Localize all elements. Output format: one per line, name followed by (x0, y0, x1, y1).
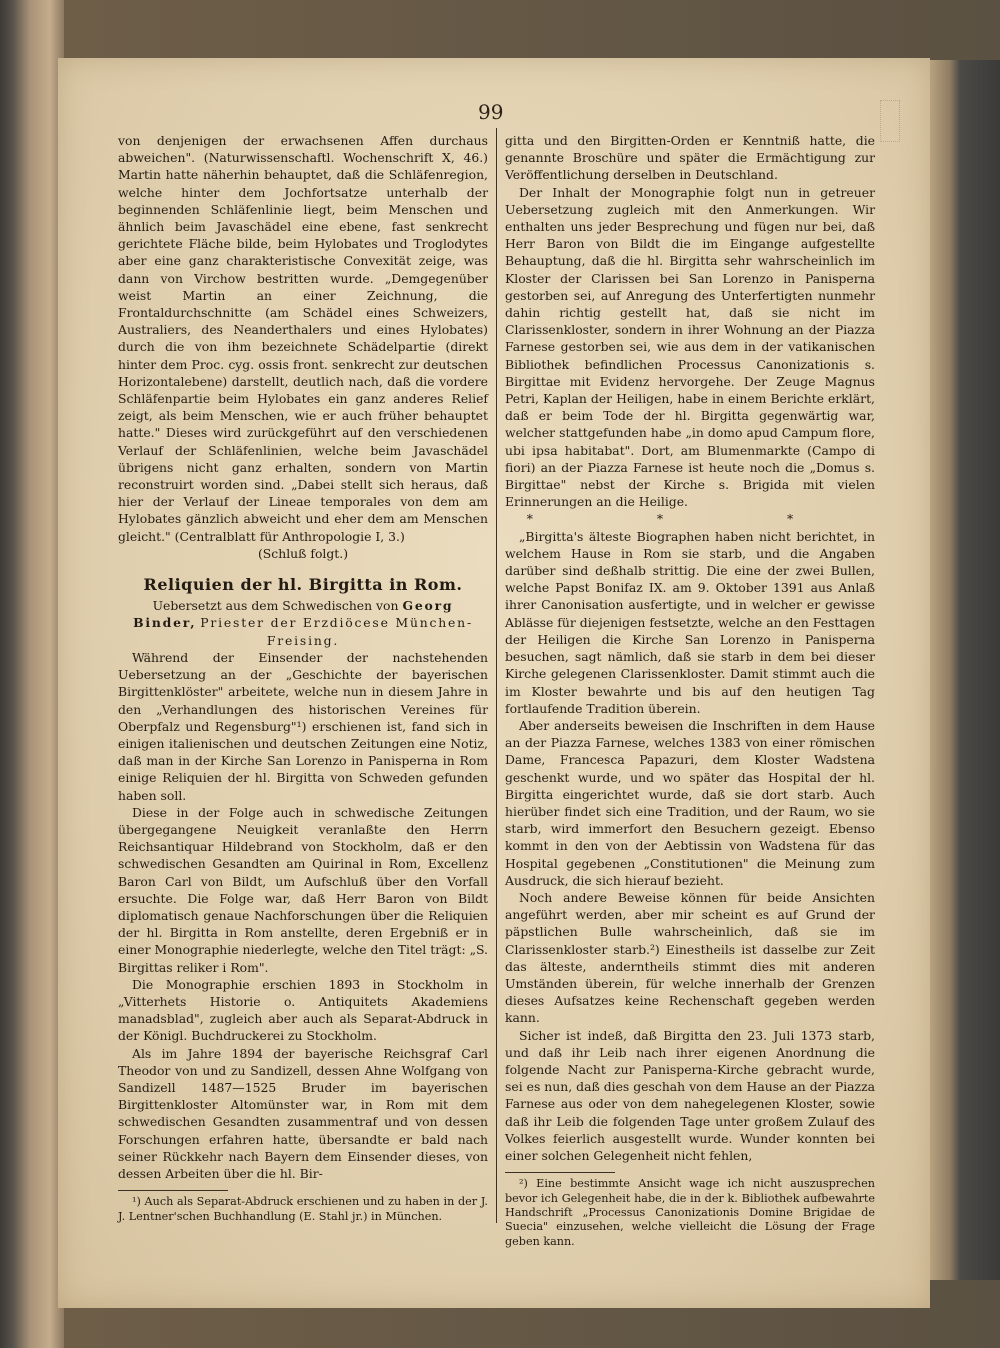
right-column (505, 132, 875, 1249)
article-heading: Reliquien der hl. Birgitta in Rom. (143, 575, 463, 595)
section-separator-stars: * * * (526, 511, 854, 527)
subtitle-translated-from: Uebersetzt aus dem Schwedischen von (152, 598, 399, 614)
library-stamp-mark (880, 100, 900, 142)
translator-title: Priester der Erzdiöcese München-Freising. (200, 615, 473, 648)
page-number: 99 (478, 100, 504, 124)
left-paragraph-1: von denjenigen der erwachsenen Affen durchaus abweichen". (Naturwissenschaftl. Wochenschrift X, 46.) Martin hatte näherhin behauptet, daß die Schläfenregion, welche hinter dem Jochfortsatze unterhalb der beginnenden Schläfenlinie liegt, beim Menschen und ähnlich beim Javaschädel eine ebene, fast senkrecht gerichtete Fläche bilde, beim Hylobates und Troglodytes aber eine ganz charakteristische Convexität zeige, was dann von Virchow bestritten wurde. „Demgegenüber weist Martin an einer Zeichnung, die Frontaldurchschnitte (am Schädel eines Schweizers, Australiers, des Neanderthalers und eines Hylobates) durch die von ihm bezeichnete Schädelpartie (direkt hinter dem Proc. cyg. ossis front. senkrecht zur deutschen Horizontalebene) darstellt, deutlich nach, daß die vordere Schläfenpartie beim Hylobates ein ganz anderes Relief zeigt, als beim Menschen, wie er auch früher behauptet hatte." Dieses wird zurückgeführt auf den verschiedenen Verlauf der Schläfenlinien, welche beim Javaschädel übrigens nicht ganz erhalten, sondern von Martin reconstruirt worden sind. „Dabei stellt sich heraus, daß hier der Verlauf der Lineae temporales von dem am Hylobates gänzlich abweicht und eher dem am Menschen gleicht." (Centralblatt für Anthropologie I, 3.) (118, 133, 488, 544)
left-paragraph-3: Diese in der Folge auch in schwedische Zeitungen übergegangene Neuigkeit veranlaßte den Herrn Reichsantiquar Hildebrand von Stockholm, daß er den schwedischen Gesandten am Quirinal in Rom, Excellenz Baron Carl von Bildt, um Aufschluß über den Vorfall ersuchte. Die Folge war, daß Herr Baron von Bildt diplomatisch genaue Nachforschungen über die Reliquien der hl. Birgitta in Rom anstellte, deren Ergebniß er in einer Monographie niederlegte, welche den Titel trägt: „S. Birgittas reliker i Rom". (118, 804, 488, 975)
right-paragraph-2: Der Inhalt der Monographie folgt nun in getreuer Uebersetzung zugleich mit den Anmerkungen. Wir enthalten uns jeder Besprechung und fügen nur bei, daß Herr Baron von Bildt die im Eingange aufgestellte Behauptung, daß die hl. Birgitta sehr wahrscheinlich im Kloster der Clarissen bei San Lorenzo in Panisperna gestorben sei, auf Anregung des Unterfertigten nunmehr dahin richtig gestellt hat, daß sie nicht im Clarissenkloster, sondern in ihrer Wohnung an der Piazza Farnese gestorben sei, wie aus dem in der vatikanischen Bibliothek befindlichen Processus Canonizationis s. Birgittae mit Evidenz hervorgehe. Der Zeuge Magnus Petri, Kaplan der Heiligen, habe in einem Berichte erklärt, daß er beim Tode der hl. Birgitta gegenwärtig war, welcher stattgefunden habe „in domo apud Campum flore, ubi ipsa habitabat". Dort, am Blumenmarkte (Campo di fiori) an der Piazza Farnese ist heute noch die „Domus s. Birgittae" nebst der Kirche s. Brigida mit vielen Erinnerungen an die Heilige. (505, 184, 875, 510)
right-paragraph-1: gitta und den Birgitten-Orden er Kenntniß hatte, die genannte Broschüre und später die Ermächtigung zur Veröffentlichung derselben in Deutschland. (505, 133, 875, 183)
footnote-2: ²) Eine bestimmte Ansicht wage ich nicht auszusprechen bevor ich Gelegenheit habe, die in der k. Bibliothek aufbewahrte Handschrift „Processus Canonizationis Domine Brigidae de Suecia" einzusehen, welche vielleicht die Lösung der Frage geben kann. (505, 1177, 875, 1248)
left-paragraph-2: Während der Einsender der nachstehenden Uebersetzung an der „Geschichte der bayerischen Birgittenklöster" arbeitete, welche nun in diesem Jahre in den „Verhandlungen des historischen Vereines für Oberpfalz und Regensburg"¹) erschienen ist, fand sich in einigen italienischen und deutschen Zeitungen eine Notiz, daß man in der Kirche San Lorenzo in Panisperna in Rom einige Reliquien der hl. Birgitta von Schweden gefunden haben soll. (118, 649, 488, 803)
footnote-1: ¹) Auch als Separat-Abdruck erschienen und zu haben in der J. J. Lentner'schen Buchhandlung (E. Stahl jr.) in München. (118, 1195, 488, 1223)
continued-notice: (Schluß folgt.) (257, 545, 349, 561)
footnote-divider-right (505, 1172, 615, 1173)
book-page (58, 58, 930, 1308)
previous-page-edge (0, 0, 64, 1348)
right-paragraph-6: Sicher ist indeß, daß Birgitta den 23. Juli 1373 starb, und daß ihr Leib nach ihrer eigenen Anordnung die folgende Nacht zur Panisperna-Kirche gebracht wurde, sei es nun, daß dies geschah von dem Hause an der Piazza Farnese aus oder von dem nahegelegenen Kloster, sowie daß ihr Leib die folgenden Tage unter großem Zulauf des Volkes feierlich ausgestellt wurde. Wunder konnten bei einer solchen Gelegenheit nicht fehlen, (505, 1027, 875, 1163)
right-paragraph-3: „Birgitta's älteste Biographen haben nicht berichtet, in welchem Hause in Rom sie starb, und die Angaben darüber sind deßhalb strittig. Die eine der zwei Bullen, welche Papst Bonifaz IX. am 9. Oktober 1391 aus Anlaß ihrer Canonisation ausfertigte, und in welcher er gewisse Ablässe für diejenigen festsetzte, welche an den Festtagen der Heiligen die Kirche San Lorenzo in Panisperna besuchen, sagt nämlich, daß sie starb in dem bei dieser Kirche gelegenen Clarissenkloster. Damit stimmt auch die im Kloster bewahrte und bis auf den heutigen Tag fortlaufende Tradition überein. (505, 528, 875, 716)
column-divider (496, 128, 497, 1223)
translator-name: Georg Binder, (133, 598, 454, 631)
left-column (118, 132, 488, 1224)
right-paragraph-4: Aber anderseits beweisen die Inschriften in dem Hause an der Piazza Farnese, welches 1383 von einer römischen Dame, Francesca Papazuri, dem Kloster Wadstena geschenkt wurde, und wo später das Hospital der hl. Birgitta eingerichtet wurde, daß sie dort starb. Auch hierüber findet sich eine Tradition, und der Raum, wo sie starb, wird immerfort den Besuchern gezeigt. Ebenso kommt in den von der Aebtissin von Wadstena für das Hospital gegebenen „Constitutionen" die Meinung zum Ausdruck, die sich hierauf bezieht. (505, 717, 875, 888)
right-paragraph-5: Noch andere Beweise können für beide Ansichten angeführt werden, aber mir scheint es auf Grund der päpstlichen Bulle wahrscheinlich, daß sie im Clarissenkloster starb.²) Einestheils ist dasselbe zur Zeit das älteste, anderntheils stimmt dies mit anderen Umständen überein, für welche innerhalb der Grenzen dieses Aufsatzes keine Rechenschaft gegeben werden kann. (505, 889, 875, 1026)
footnote-divider (118, 1190, 228, 1191)
book-cover-edge (930, 60, 1000, 1280)
left-paragraph-4: Die Monographie erschien 1893 in Stockholm in „Vitterhets Historie o. Antiquitets Akademiens manadsblad", zugleich aber auch als Separat-Abdruck in der Königl. Buchdruckerei zu Stockholm. (118, 976, 488, 1044)
left-paragraph-5: Als im Jahre 1894 der bayerische Reichsgraf Carl Theodor von und zu Sandizell, dessen Ahne Wolfgang von Sandizell 1487—1525 Bruder im bayerischen Birgittenkloster Altomünster war, in Rom mit dem schwedischen Gesandten zusammentraf und von dessen Forschungen erfahren hatte, übersandte er bald nach seiner Rückkehr nach Bayern dem Einsender dieses, von dessen Arbeiten über die hl. Bir- (118, 1045, 488, 1181)
article-subtitle (118, 597, 488, 649)
